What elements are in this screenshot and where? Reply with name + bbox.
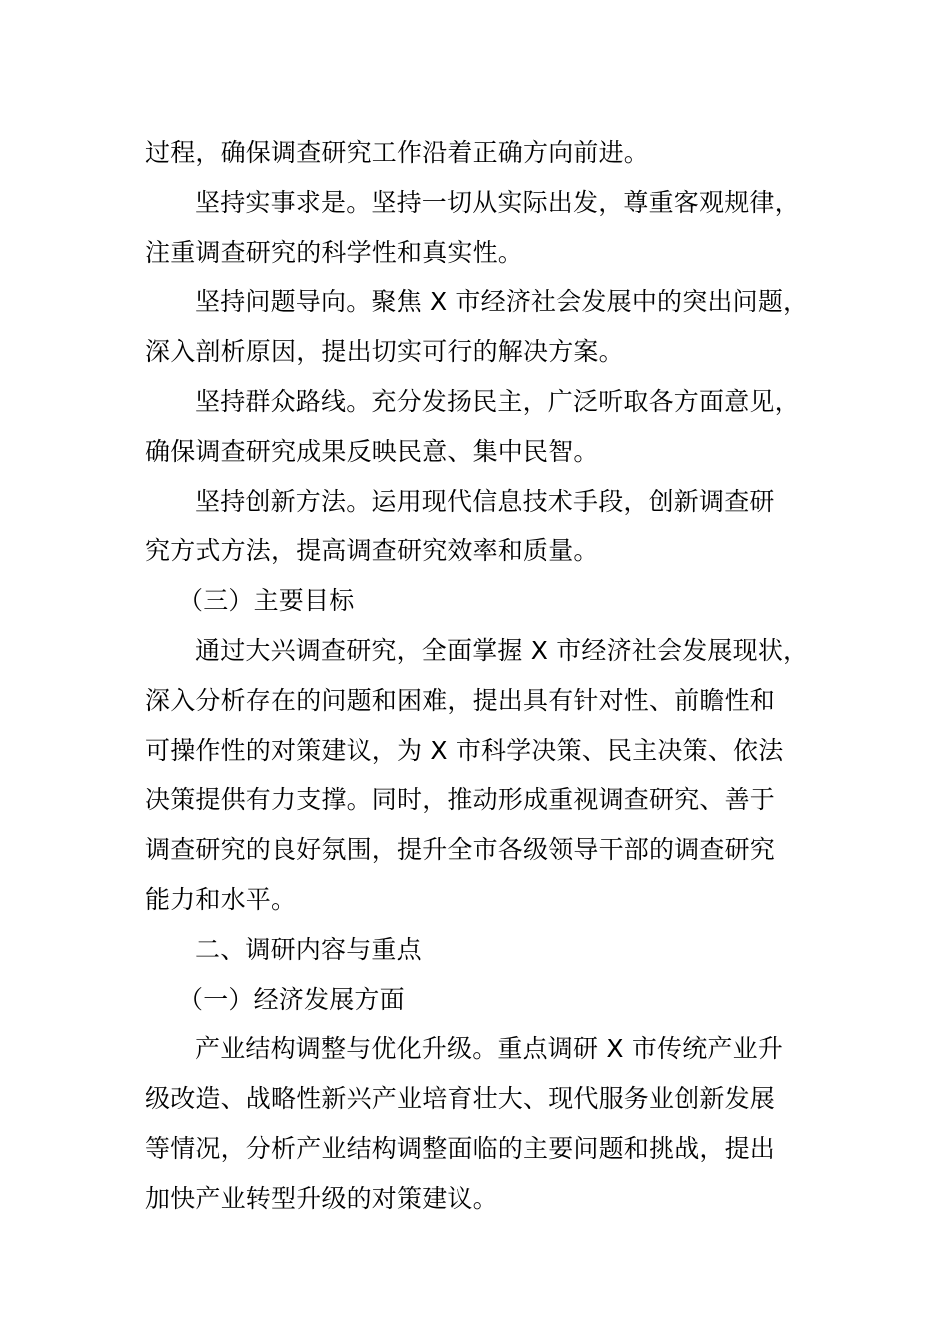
subsection-heading: （三）主要目标: [178, 586, 355, 616]
body-text-line: 加快产业转型升级的对策建议。: [145, 1183, 498, 1213]
body-text-line: 等情况，分析产业结构调整面临的主要问题和挑战，提出: [145, 1133, 776, 1163]
paragraph-first-line: 通过大兴调查研究，全面掌握 X 市经济社会发展现状，: [195, 635, 809, 665]
subsection-heading: （一）经济发展方面: [178, 984, 405, 1014]
body-text-line: 过程，确保调查研究工作沿着正确方向前进。: [145, 138, 650, 167]
principle-heading-line: 坚持实事求是。坚持一切从实际出发，尊重客观规律，: [195, 187, 800, 217]
body-text-line: 能力和水平。: [145, 884, 297, 914]
document-body: [145, 128, 835, 1224]
body-text-line: 可操作性的对策建议，为 X 市科学决策、民主决策、依法: [145, 735, 784, 765]
body-text-line: 究方式方法，提高调查研究效率和质量。: [145, 536, 599, 566]
paragraph-first-line: 产业结构调整与优化升级。重点调研 X 市传统产业升: [195, 1034, 784, 1064]
body-text-line: 深入分析存在的问题和困难，提出具有针对性、前瞻性和: [145, 685, 776, 715]
body-text-line: 深入剖析原因，提出切实可行的解决方案。: [145, 337, 624, 367]
body-text-line: 级改造、战略性新兴产业培育壮大、现代服务业创新发展: [145, 1084, 776, 1114]
principle-heading-line: 坚持创新方法。运用现代信息技术手段，创新调查研: [195, 486, 775, 516]
section-heading: 二、调研内容与重点: [195, 934, 422, 964]
body-text-line: 调查研究的良好氛围，提升全市各级领导干部的调查研究: [145, 835, 776, 865]
principle-heading-line: 坚持问题导向。聚焦 X 市经济社会发展中的突出问题，: [195, 287, 809, 317]
body-text-line: 决策提供有力支撑。同时，推动形成重视调查研究、善于: [145, 785, 776, 815]
body-text-line: 确保调查研究成果反映民意、集中民智。: [145, 436, 599, 466]
principle-heading-line: 坚持群众路线。充分发扬民主，广泛听取各方面意见，: [195, 386, 800, 416]
body-text-line: 注重调查研究的科学性和真实性。: [145, 237, 524, 267]
